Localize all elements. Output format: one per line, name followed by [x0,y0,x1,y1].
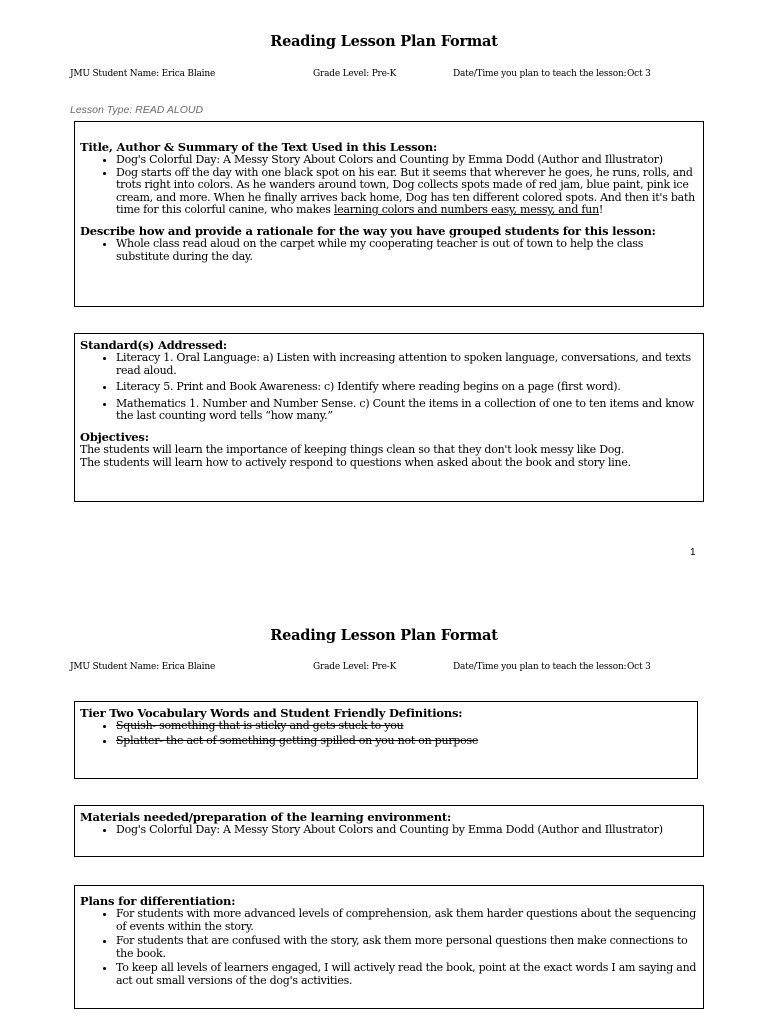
objective-line: The students will learn the importance of keeping things clean so that they don't look messy like Dog. [80,442,625,456]
list-item: • For students with more advanced levels of comprehension, ask them harder questions about the sequencing of events within the story. [116,908,697,933]
list-item: • Dog's Colorful Day: A Messy Story About Colors and Counting by Emma Dodd (Author and Illustrator) [116,154,697,167]
grouping-list [80,238,697,263]
underlined-phrase: learning colors and numbers easy, messy, and fun [333,203,599,217]
list-item: • Squish- something that is sticky and gets stuck to you [116,720,691,733]
list-item: • Mathematics 1. Number and Number Sense. c) Count the items in a collection of one to ten items and know the last counting word tells “how many.” [116,398,697,423]
list-item: • Literacy 5. Print and Book Awareness: c) Identify where reading begins on a page (first word). [116,381,697,394]
list-item: • To keep all levels of learners engaged, I will actively read the book, point at the exact words I am saying and act out small versions of the dog's activities. [116,962,697,987]
grade-level: Grade Level: Pre-K [313,69,397,79]
vocabulary-section [74,701,698,779]
date-label: Date/Time you plan to teach the lesson: [453,662,627,672]
lesson-type: Lesson Type: READ ALOUD [70,104,204,116]
list-item: • Literacy 1. Oral Language: a) Listen with increasing attention to spoken language, conversations, and texts read aloud. [116,352,697,377]
date-value: Oct 3 [627,662,651,672]
standards-list [80,352,697,423]
header-meta [70,662,710,676]
date-label: Date/Time you plan to teach the lesson: [453,69,627,79]
student-name: JMU Student Name: Erica Blaine [70,69,216,79]
header-meta [70,69,710,83]
grade-level: Grade Level: Pre-K [313,662,397,672]
differentiation-section [74,885,704,1009]
summary-section [74,121,704,307]
differentiation-heading: Plans for differentiation: [80,894,236,908]
list-item: • Whole class read aloud on the carpet while my cooperating teacher is out of town to help the class substitute during the day. [116,238,697,263]
materials-heading: Materials needed/preparation of the learning environment: [80,810,452,824]
summary-heading: Title, Author & Summary of the Text Used in this Lesson: [80,140,438,154]
vocabulary-list [80,720,691,747]
list-item: • Dog's Colorful Day: A Messy Story About Colors and Counting by Emma Dodd (Author and Illustrator) [116,824,697,837]
materials-section [74,805,704,857]
list-item: • Splatter- the act of something getting spilled on you not on purpose [116,735,691,748]
standards-heading: Standard(s) Addressed: [80,338,227,352]
objective-line: The students will learn how to actively respond to questions when asked about the book and story line. [80,455,631,469]
summary-text: Dog starts off the day with one black spot on his ear. But it seems that wherever he goes, he runs, rolls, and trots right into colors. As he wanders around town, Dog collects spots made of red jam, blue paint, pink ice cream, and more. When he finally arrives back home, Dog has ten different colored spots. And then it's bath time for this colorful canine, who makes [116,165,695,217]
grouping-heading: Describe how and provide a rationale for the way you have grouped students for this lesson: [80,223,656,238]
student-name: JMU Student Name: Erica Blaine [70,662,216,672]
materials-list [80,824,697,837]
page-title: Reading Lesson Plan Format [270,627,498,644]
standards-section [74,333,704,502]
differentiation-list [80,908,697,988]
objectives-heading: Objectives: [80,429,149,444]
list-item: • For students that are confused with the story, ask them more personal questions then make connections to the book. [116,935,697,960]
summary-list [80,154,697,217]
summary-trailing: ! [598,203,604,217]
list-item [116,167,697,217]
vocabulary-heading: Tier Two Vocabulary Words and Student Friendly Definitions: [80,706,463,720]
page-number: 1 [690,547,696,558]
date-value: Oct 3 [627,69,651,79]
page-title: Reading Lesson Plan Format [270,33,498,50]
